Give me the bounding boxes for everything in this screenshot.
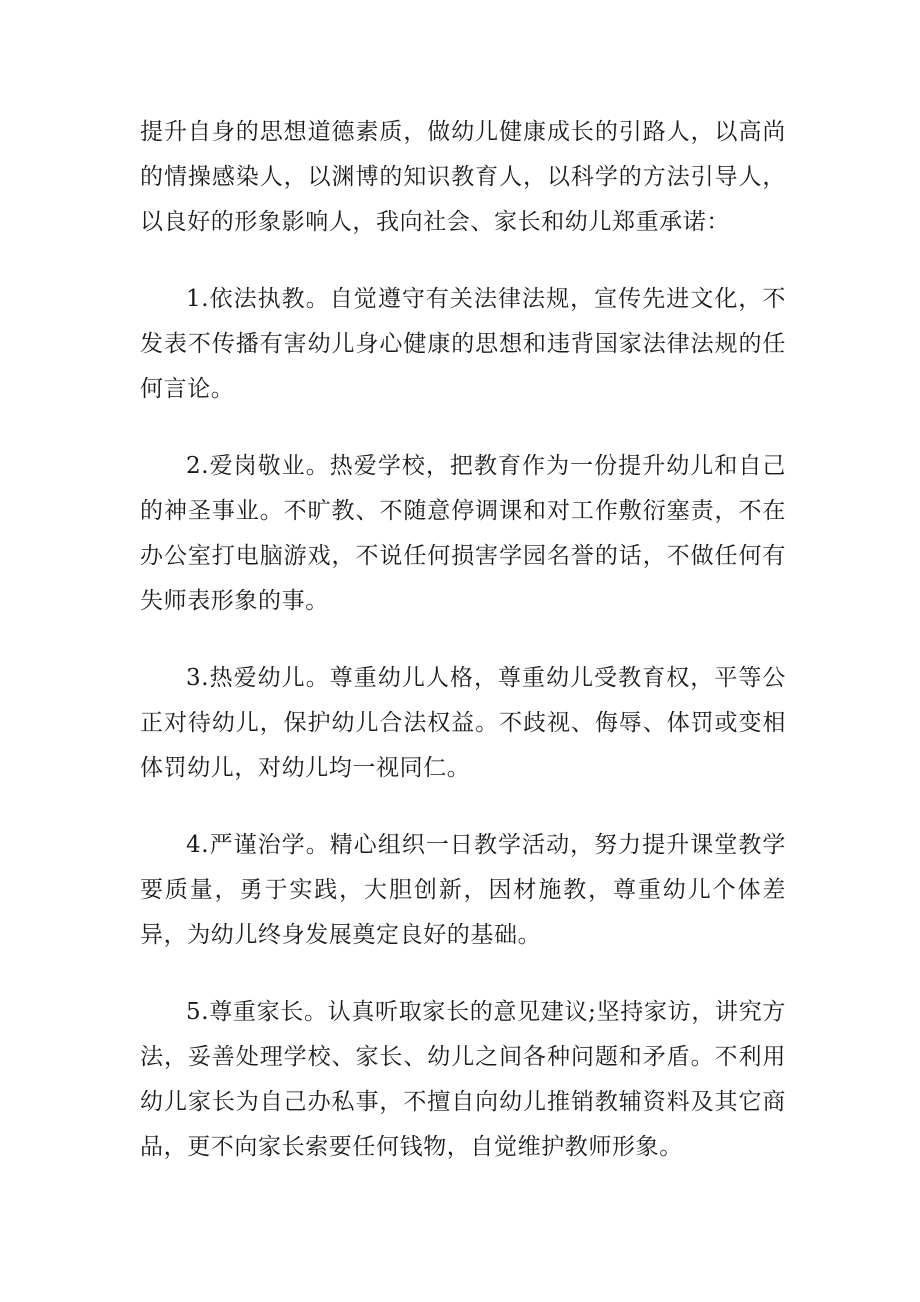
- paragraph-item-2: 2.爱岗敬业。热爱学校，把教育作为一份提升幼儿和自己的神圣事业。不旷教、不随意停调课和对工作敷衍塞责，不在办公室打电脑游戏，不说任何损害学园名誉的话，不做任何有失师表形象的事。: [140, 453, 786, 614]
- paragraph-item-4: 4.严谨治学。精心组织一日教学活动，努力提升课堂教学要质量，勇于实践，大胆创新，因材施教，尊重幼儿个体差异，为幼儿终身发展奠定良好的基础。: [140, 832, 786, 948]
- paragraph-intro: 提升自身的思想道德素质，做幼儿健康成长的引路人，以高尚的情操感染人，以渊博的知识教育人，以科学的方法引导人，以良好的形象影响人，我向社会、家长和幼儿郑重承诺：: [140, 119, 786, 235]
- paragraph-item-1: 1.依法执教。自觉遵守有关法律法规，宣传先进文化，不发表不传播有害幼儿身心健康的思想和违背国家法律法规的任何言论。: [140, 286, 786, 402]
- paragraph-item-5: 5.尊重家长。认真听取家长的意见建议;坚持家访，讲究方法，妥善处理学校、家长、幼儿之间各种问题和矛盾。不利用幼儿家长为自己办私事，不擅自向幼儿推销教辅资料及其它商品，更不向家长索要任何钱物，自觉维护教师形象。: [140, 999, 786, 1160]
- paragraph-item-3: 3.热爱幼儿。尊重幼儿人格，尊重幼儿受教育权，平等公正对待幼儿，保护幼儿合法权益。不歧视、侮辱、体罚或变相体罚幼儿，对幼儿均一视同仁。: [140, 665, 786, 781]
